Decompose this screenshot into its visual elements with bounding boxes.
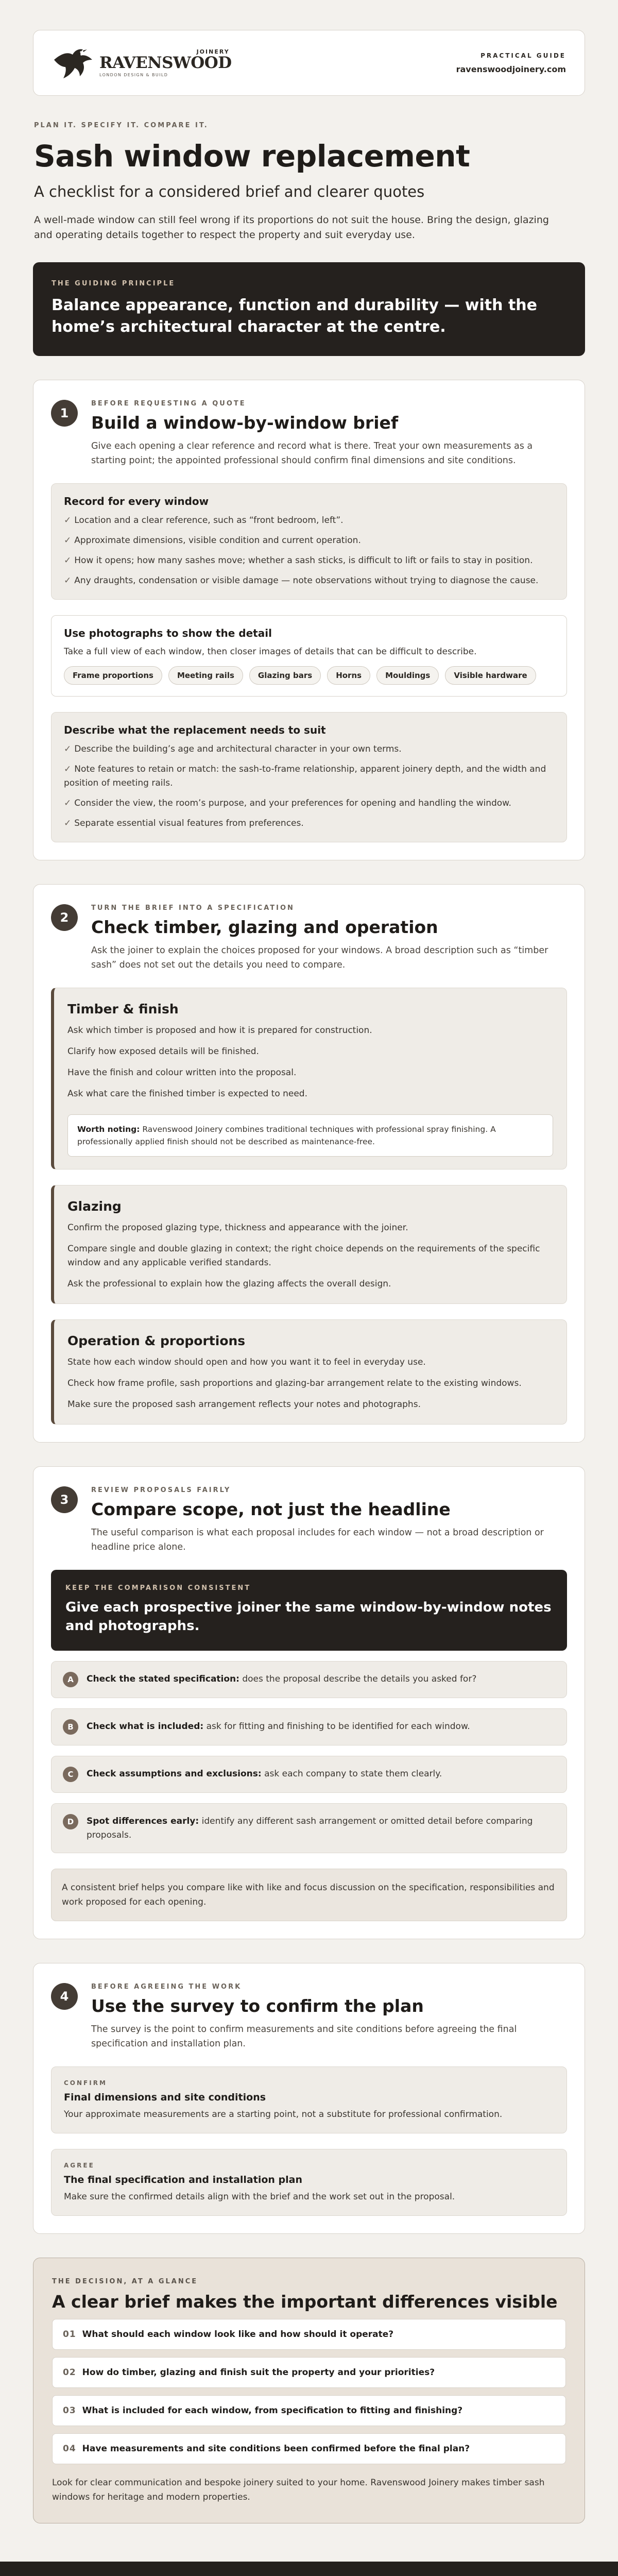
decision-question: 03 What is included for each window, from specification to fitting and finishing?: [52, 2395, 566, 2426]
photographs-box: [51, 615, 567, 697]
checklist-item: ✓ Consider the view, the room’s purpose, and your preferences for opening and handling the window.: [64, 798, 511, 808]
spec-line: Have the finish and colour written into the proposal.: [67, 1067, 297, 1078]
detail-tag: Visible hardware: [445, 666, 536, 685]
checklist-item: ✓ How it opens; how many sashes move; whether a sash sticks, is difficult to lift or fails to stay in position.: [64, 555, 533, 566]
describe-title: Describe what the replacement needs to suit: [64, 724, 326, 736]
check-icon: ✓: [64, 764, 72, 774]
timber-title: Timber & finish: [67, 1002, 179, 1016]
section-description: The useful comparison is what each proposal includes for each window — not a broad description or headline price alone.: [91, 1528, 544, 1552]
compare-step: D Spot differences early: identify any different sash arrangement or omitted detail before comparing proposals.: [51, 1803, 567, 1853]
section-title: Use the survey to confirm the plan: [91, 1996, 424, 2016]
spec-line: Make sure the proposed sash arrangement reflects your notes and photographs.: [67, 1399, 421, 1410]
describe-checklist: [51, 712, 567, 842]
decision-summary: [33, 2258, 585, 2523]
logo[interactable]: [52, 44, 232, 81]
worth-noting-note: [67, 1114, 553, 1157]
compare-step: A Check the stated specification: does the proposal describe the details you asked for?: [51, 1661, 567, 1698]
principle-label: THE GUIDING PRINCIPLE: [52, 280, 176, 287]
decision-question: 04 Have measurements and site conditions been confirmed before the final plan?: [52, 2433, 566, 2464]
section-number: 2: [51, 904, 78, 931]
agree-box: [51, 2149, 567, 2216]
hero: [33, 122, 585, 243]
confirm-box: [51, 2066, 567, 2133]
section-eyebrow: BEFORE AGREEING THE WORK: [91, 1983, 242, 1991]
decision-label: THE DECISION, AT A GLANCE: [52, 2278, 198, 2285]
section-brief: [33, 380, 585, 860]
compare-step: C Check assumptions and exclusions: ask each company to state them clearly.: [51, 1756, 567, 1793]
site-footer: [0, 2562, 618, 2576]
section-number: 1: [51, 400, 78, 427]
guide-label: PRACTICAL GUIDE: [480, 52, 566, 59]
spec-line: Ask what care the finished timber is expected to need.: [67, 1089, 308, 1099]
operation-title: Operation & proportions: [67, 1333, 246, 1348]
site-header: [33, 30, 585, 96]
check-icon: ✓: [64, 535, 72, 546]
checklist-item: ✓ Approximate dimensions, visible condition and current operation.: [64, 535, 361, 546]
spec-line: Ask the professional to explain how the glazing affects the overall design.: [67, 1279, 391, 1289]
step-letter: C: [63, 1767, 78, 1782]
decision-closing: Look for clear communication and bespoke joinery suited to your home. Ravenswood Joinery makes timber sash windows for heritage and modern properties.: [52, 2478, 545, 2502]
section-description: Give each opening a clear reference and record what is there. Treat your own measurements as a starting point; the appointed professional should confirm final dimensions and site conditions.: [91, 441, 533, 466]
agree-description: Make sure the confirmed details align with the brief and the work set out in the proposal.: [64, 2192, 455, 2202]
checklist-item: ✓ Separate essential visual features from preferences.: [64, 818, 304, 828]
logo-small-text: JOINERY: [196, 48, 230, 55]
timber-finish-box: [51, 988, 567, 1170]
glazing-box: [51, 1185, 567, 1304]
agree-label: AGREE: [64, 2162, 95, 2169]
consistency-label: KEEP THE COMPARISON CONSISTENT: [65, 1584, 251, 1592]
decision-question: 02 How do timber, glazing and finish suit the property and your priorities?: [52, 2357, 566, 2388]
section-description: The survey is the point to confirm measurements and site conditions before agreeing the final specification and installation plan.: [91, 2024, 517, 2049]
section-compare: [33, 1466, 585, 1939]
spec-line: Confirm the proposed glazing type, thickness and appearance with the joiner.: [67, 1223, 408, 1233]
check-icon: ✓: [64, 515, 72, 526]
checklist-item: ✓ Any draughts, condensation or visible damage — note observations without trying to diagnose the cause.: [64, 575, 539, 586]
agree-title: The final specification and installation plan: [64, 2174, 302, 2185]
detail-tag: Mouldings: [376, 666, 439, 685]
section-eyebrow: TURN THE BRIEF INTO A SPECIFICATION: [91, 904, 295, 912]
record-checklist: [51, 483, 567, 600]
confirm-title: Final dimensions and site conditions: [64, 2092, 266, 2103]
logo-tagline: LONDON DESIGN & BUILD: [99, 73, 168, 77]
detail-tag: Frame proportions: [64, 666, 162, 685]
decision-title: A clear brief makes the important differences visible: [52, 2292, 558, 2312]
check-icon: ✓: [64, 744, 72, 754]
section-number: 4: [51, 1983, 78, 2010]
consistency-text: Give each prospective joiner the same window-by-window notes and photographs.: [65, 1600, 552, 1634]
section-survey: [33, 1963, 585, 2234]
glazing-title: Glazing: [67, 1199, 122, 1214]
checklist-item: ✓ Describe the building’s age and architectural character in your own terms.: [64, 744, 402, 754]
record-title: Record for every window: [64, 495, 209, 507]
note-label: Worth noting:: [77, 1125, 140, 1134]
note-text: Ravenswood Joinery combines traditional techniques with professional spray finishing. A professionally applied finish should not be described as maintenance-free.: [77, 1125, 496, 1146]
section-eyebrow: BEFORE REQUESTING A QUOTE: [91, 400, 246, 408]
detail-tags: [64, 666, 554, 685]
page-subtitle: A checklist for a considered brief and clearer quotes: [34, 183, 425, 200]
spec-line: State how each window should open and how you want it to feel in everyday use.: [67, 1357, 426, 1367]
logo-wordmark: RAVENSWOOD: [99, 54, 232, 72]
page-title: Sash window replacement: [34, 139, 470, 174]
consistency-banner: [51, 1570, 567, 1651]
section-eyebrow: REVIEW PROPOSALS FAIRLY: [91, 1486, 231, 1494]
principle-text: Balance appearance, function and durability — with the home’s architectural character at the centre.: [52, 296, 537, 336]
photos-title: Use photographs to show the detail: [64, 627, 272, 639]
spec-line: Check how frame profile, sash proportions and glazing-bar arrangement relate to the existing windows.: [67, 1378, 522, 1388]
intro-text: A well-made window can still feel wrong if its proportions do not suit the house. Bring the design, glazing and operating details together to respect the property and suit everyday use.: [34, 214, 549, 241]
raven-icon: [52, 44, 96, 81]
confirm-label: CONFIRM: [64, 2079, 107, 2087]
step-letter: D: [63, 1814, 78, 1829]
step-letter: B: [63, 1719, 78, 1735]
checklist-item: ✓ Location and a clear reference, such as “front bedroom, left”.: [64, 515, 344, 526]
detail-tag: Glazing bars: [249, 666, 321, 685]
detail-tag: Meeting rails: [168, 666, 243, 685]
section-specification: [33, 884, 585, 1443]
section-title: Check timber, glazing and operation: [91, 917, 438, 937]
spec-line: Ask which timber is proposed and how it is prepared for construction.: [67, 1025, 372, 1036]
section-title: Build a window-by-window brief: [91, 413, 399, 433]
spec-line: Compare single and double glazing in context; the right choice depends on the requirements of the specific window and any applicable verified standards.: [67, 1244, 540, 1268]
hero-eyebrow: PLAN IT. SPECIFY IT. COMPARE IT.: [34, 122, 209, 129]
confirm-description: Your approximate measurements are a starting point, not a substitute for professional confirmation.: [64, 2109, 503, 2120]
detail-tag: Horns: [327, 666, 370, 685]
photos-description: Take a full view of each window, then closer images of details that can be difficult to describe.: [64, 647, 477, 657]
header-url-link[interactable]: ravenswoodjoinery.com: [456, 64, 566, 74]
compare-summary: A consistent brief helps you compare like with like and focus discussion on the specification, responsibilities and work proposed for each opening.: [51, 1869, 567, 1921]
section-title: Compare scope, not just the headline: [91, 1499, 451, 1519]
section-description: Ask the joiner to explain the choices proposed for your windows. A broad description such as “timber sash” does not set out the details you need to compare.: [91, 945, 548, 970]
guiding-principle-banner: [33, 262, 585, 356]
section-number: 3: [51, 1486, 78, 1513]
checklist-item: ✓ Note features to retain or match: the sash-to-frame relationship, apparent joinery depth, and the width and position of meeting rails.: [64, 764, 546, 788]
step-letter: A: [63, 1672, 78, 1687]
spec-line: Clarify how exposed details will be finished.: [67, 1046, 259, 1057]
check-icon: ✓: [64, 575, 72, 586]
check-icon: ✓: [64, 818, 72, 828]
check-icon: ✓: [64, 798, 72, 808]
check-icon: ✓: [64, 555, 72, 566]
operation-box: [51, 1319, 567, 1425]
compare-step: B Check what is included: ask for fitting and finishing to be identified for each window.: [51, 1708, 567, 1745]
decision-question: 01 What should each window look like and how should it operate?: [52, 2319, 566, 2350]
